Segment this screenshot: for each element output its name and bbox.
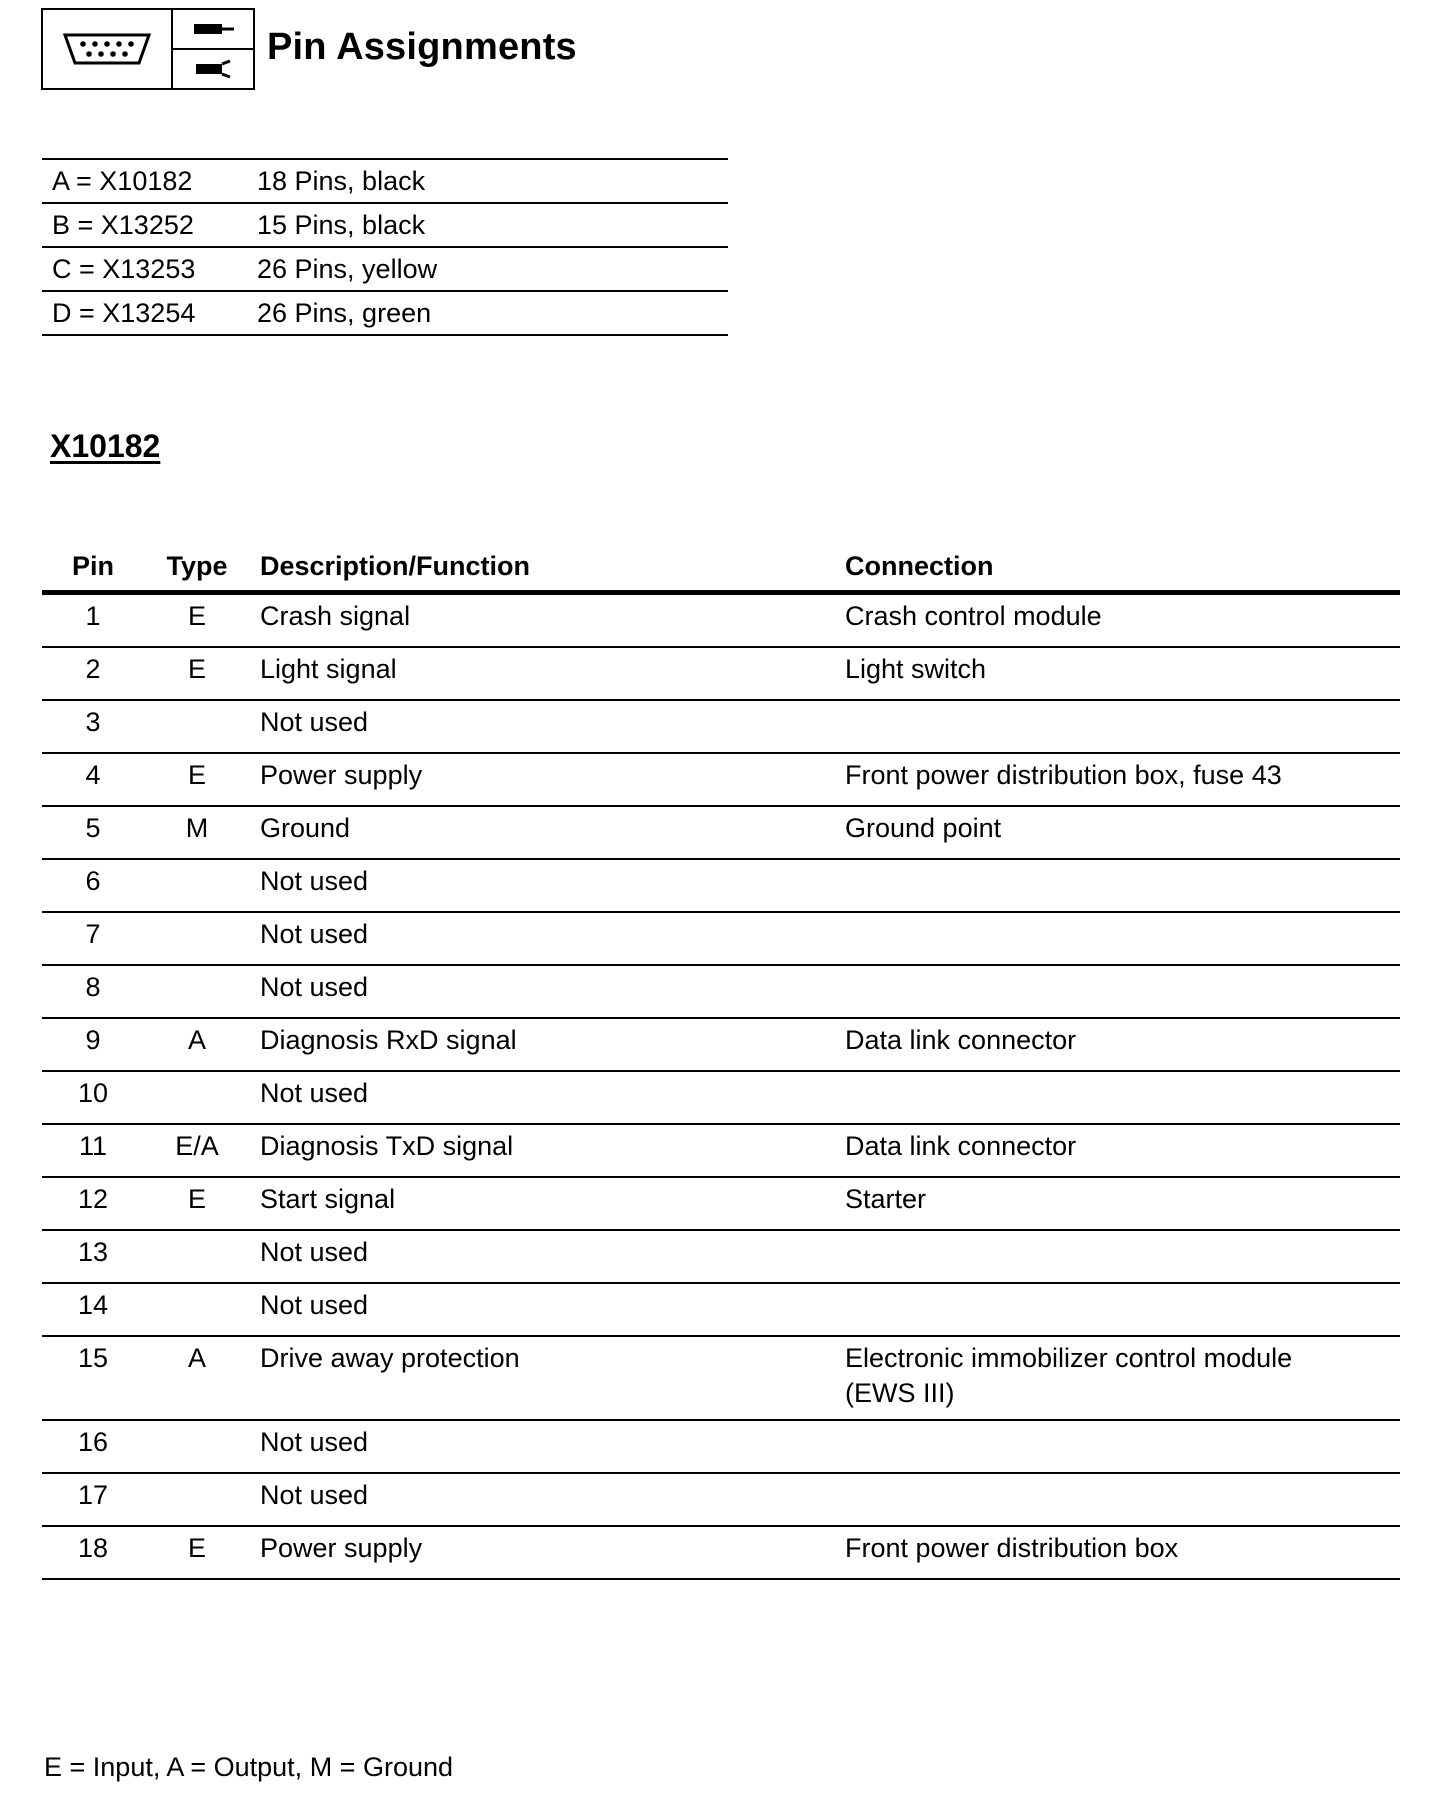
pin-number: 9 xyxy=(42,1018,144,1071)
pin-connection: Data link connector xyxy=(835,1124,1400,1177)
pin-description: Power supply xyxy=(250,1526,835,1579)
connector-desc: 15 Pins, black xyxy=(257,209,426,240)
table-row xyxy=(42,753,1400,806)
pin-description: Crash signal xyxy=(250,593,835,648)
connector-row xyxy=(42,291,728,335)
connector-id: D = X13254 xyxy=(52,297,196,328)
pin-connection: Light switch xyxy=(835,647,1400,700)
pin-type: A xyxy=(144,1018,250,1071)
pin-type: E xyxy=(144,1526,250,1579)
pin-number: 2 xyxy=(42,647,144,700)
pin-connection: Crash control module xyxy=(835,593,1400,648)
pin-description: Not used xyxy=(250,859,835,912)
table-row xyxy=(42,1071,1400,1124)
connector-row xyxy=(42,159,728,203)
pin-connection xyxy=(835,965,1400,1018)
connector-desc: 26 Pins, green xyxy=(257,297,432,328)
pin-connection-line1: Electronic immobilizer control module xyxy=(845,1343,1293,1373)
table-row xyxy=(42,859,1400,912)
table-row xyxy=(42,647,1400,700)
pin-description: Not used xyxy=(250,1420,835,1473)
pin-number: 5 xyxy=(42,806,144,859)
table-header-row xyxy=(42,542,1400,593)
connector-id: B = X13252 xyxy=(52,209,194,240)
page-title: Pin Assignments xyxy=(267,25,577,68)
table-row xyxy=(42,1420,1400,1473)
pin-table xyxy=(42,542,1400,1580)
pin-description: Diagnosis TxD signal xyxy=(250,1124,835,1177)
pin-number: 12 xyxy=(42,1177,144,1230)
pin-type: E xyxy=(144,647,250,700)
pin-connection: Starter xyxy=(835,1177,1400,1230)
pin-type xyxy=(144,1473,250,1526)
pin-connection xyxy=(835,700,1400,753)
header-connection: Connection xyxy=(835,542,1400,593)
pin-description: Diagnosis RxD signal xyxy=(250,1018,835,1071)
pin-type xyxy=(144,912,250,965)
pin-description: Power supply xyxy=(250,753,835,806)
pin-type: E/A xyxy=(144,1124,250,1177)
table-row xyxy=(42,1124,1400,1177)
pin-connection-line2: (EWS III) xyxy=(845,1378,955,1408)
pin-type xyxy=(144,965,250,1018)
table-row xyxy=(42,912,1400,965)
table-row xyxy=(42,1473,1400,1526)
connector-row xyxy=(42,247,728,291)
pin-number: 4 xyxy=(42,753,144,806)
connector-icon xyxy=(43,10,173,88)
type-legend: E = Input, A = Output, M = Ground xyxy=(44,1752,454,1782)
pin-type xyxy=(144,1071,250,1124)
pin-number: 15 xyxy=(42,1336,144,1420)
table-row xyxy=(42,1230,1400,1283)
pin-number: 11 xyxy=(42,1124,144,1177)
pin-connection xyxy=(835,1473,1400,1526)
pin-number: 18 xyxy=(42,1526,144,1579)
pin-number: 14 xyxy=(42,1283,144,1336)
header-icons xyxy=(41,8,255,90)
pin-number: 17 xyxy=(42,1473,144,1526)
pin-description: Not used xyxy=(250,1230,835,1283)
pin-connection: Front power distribution box xyxy=(835,1526,1400,1579)
connector-desc: 18 Pins, black xyxy=(257,165,426,196)
pin-connection xyxy=(835,1230,1400,1283)
connector-id: A = X10182 xyxy=(52,165,193,196)
pin-type: M xyxy=(144,806,250,859)
pin-number: 1 xyxy=(42,593,144,648)
pin-type xyxy=(144,1420,250,1473)
pin-type xyxy=(144,859,250,912)
pin-description: Not used xyxy=(250,912,835,965)
pin-type xyxy=(144,700,250,753)
pin-type: E xyxy=(144,753,250,806)
pin-description: Not used xyxy=(250,1473,835,1526)
pin-number: 6 xyxy=(42,859,144,912)
pin-type xyxy=(144,1230,250,1283)
pin-number: 7 xyxy=(42,912,144,965)
table-row xyxy=(42,1018,1400,1071)
table-row xyxy=(42,1283,1400,1336)
table-row xyxy=(42,1526,1400,1579)
pin-number: 3 xyxy=(42,700,144,753)
pin-description: Not used xyxy=(250,1283,835,1336)
pin-description: Not used xyxy=(250,700,835,753)
pin-number: 10 xyxy=(42,1071,144,1124)
connector-desc: 26 Pins, yellow xyxy=(257,253,438,284)
pin-connection xyxy=(835,859,1400,912)
pin-type: E xyxy=(144,1177,250,1230)
pin-connection: Front power distribution box, fuse 43 xyxy=(835,753,1400,806)
pin-connection xyxy=(835,1420,1400,1473)
header-description: Description/Function xyxy=(250,542,835,593)
pin-number: 13 xyxy=(42,1230,144,1283)
table-row xyxy=(42,593,1400,648)
table-row xyxy=(42,806,1400,859)
table-row xyxy=(42,965,1400,1018)
pin-connection: Data link connector xyxy=(835,1018,1400,1071)
pin-assignment-icon xyxy=(173,10,253,88)
connector-list xyxy=(42,158,728,336)
header-pin: Pin xyxy=(42,542,144,593)
pin-description: Start signal xyxy=(250,1177,835,1230)
pin-connection xyxy=(835,1283,1400,1336)
pin-number: 16 xyxy=(42,1420,144,1473)
header-type: Type xyxy=(144,542,250,593)
pin-description: Not used xyxy=(250,1071,835,1124)
pin-description: Drive away protection xyxy=(250,1336,835,1420)
pin-description: Not used xyxy=(250,965,835,1018)
pin-connection xyxy=(835,1071,1400,1124)
connector-row xyxy=(42,203,728,247)
pin-description: Ground xyxy=(250,806,835,859)
pin-number: 8 xyxy=(42,965,144,1018)
pin-connection: Ground point xyxy=(835,806,1400,859)
pin-type xyxy=(144,1283,250,1336)
page-header xyxy=(41,8,577,90)
table-row xyxy=(42,700,1400,753)
pin-connection xyxy=(835,1336,1400,1420)
pin-description: Light signal xyxy=(250,647,835,700)
pin-type: A xyxy=(144,1336,250,1420)
pin-connection xyxy=(835,912,1400,965)
table-row xyxy=(42,1177,1400,1230)
table-row xyxy=(42,1336,1400,1420)
pin-type: E xyxy=(144,593,250,648)
section-title: X10182 xyxy=(50,428,161,464)
connector-id: C = X13253 xyxy=(52,253,196,284)
